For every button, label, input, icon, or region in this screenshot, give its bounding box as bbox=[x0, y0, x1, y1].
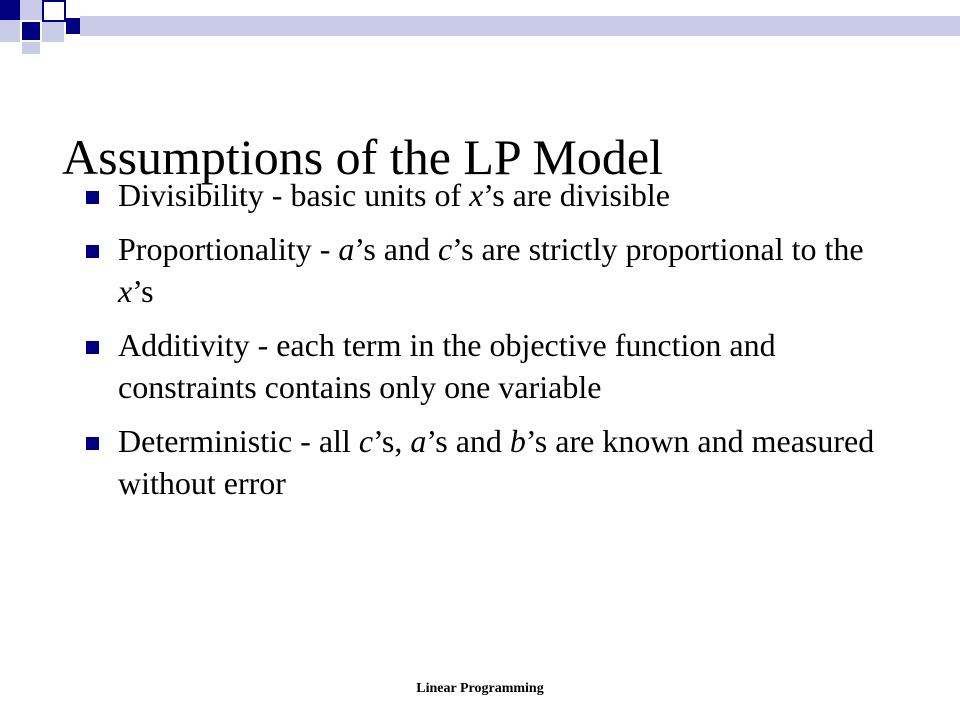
deco-square bbox=[22, 22, 40, 40]
bullet-term: Proportionality bbox=[118, 231, 312, 267]
bullet-list bbox=[86, 174, 906, 516]
variable-c: c bbox=[437, 231, 453, 267]
variable-x: x bbox=[469, 177, 484, 213]
variable-a: a bbox=[338, 231, 355, 267]
bullet-text: ’s are known and measured without error bbox=[118, 423, 875, 501]
header-bar bbox=[80, 16, 960, 36]
bullet-text: ’s and bbox=[426, 423, 510, 459]
slide-title: Assumptions of the LP Model bbox=[62, 128, 663, 185]
variable-b: b bbox=[509, 423, 526, 459]
bullet-additivity bbox=[86, 324, 906, 408]
bullet-text: - all bbox=[292, 423, 359, 459]
deco-square bbox=[66, 18, 80, 34]
variable-c: c bbox=[358, 423, 374, 459]
bullet-text: ’s, bbox=[373, 423, 411, 459]
bullet-proportionality bbox=[86, 228, 906, 312]
square-bullet-icon bbox=[86, 437, 99, 450]
bullet-text: ’s bbox=[132, 273, 154, 309]
variable-a: a bbox=[410, 423, 427, 459]
bullet-text: - basic units of bbox=[263, 177, 470, 213]
deco-square bbox=[0, 0, 20, 20]
bullet-term: Divisibility bbox=[118, 177, 264, 213]
bullet-text: ’s and bbox=[354, 231, 438, 267]
bullet-text: - bbox=[311, 231, 339, 267]
deco-square bbox=[20, 0, 42, 20]
bullet-term: Additivity bbox=[118, 327, 250, 363]
variable-x: x bbox=[118, 273, 133, 309]
slide-footer: Linear Programming bbox=[416, 681, 544, 696]
bullet-text: ’s are strictly proportional to the bbox=[452, 231, 864, 267]
deco-square bbox=[0, 20, 20, 42]
header-decoration bbox=[0, 0, 960, 60]
deco-square bbox=[22, 42, 40, 54]
bullet-divisibility bbox=[86, 174, 906, 216]
bullet-term: Deterministic bbox=[118, 423, 293, 459]
square-bullet-icon bbox=[86, 245, 99, 258]
bullet-deterministic bbox=[86, 420, 906, 504]
bullet-text: ’s are divisible bbox=[483, 177, 670, 213]
deco-square bbox=[42, 22, 64, 42]
square-bullet-icon bbox=[86, 191, 99, 204]
square-bullet-icon bbox=[86, 341, 99, 354]
bullet-text: - each term in the objective function and constraints contains only one variable bbox=[118, 327, 776, 405]
deco-square bbox=[42, 0, 66, 22]
